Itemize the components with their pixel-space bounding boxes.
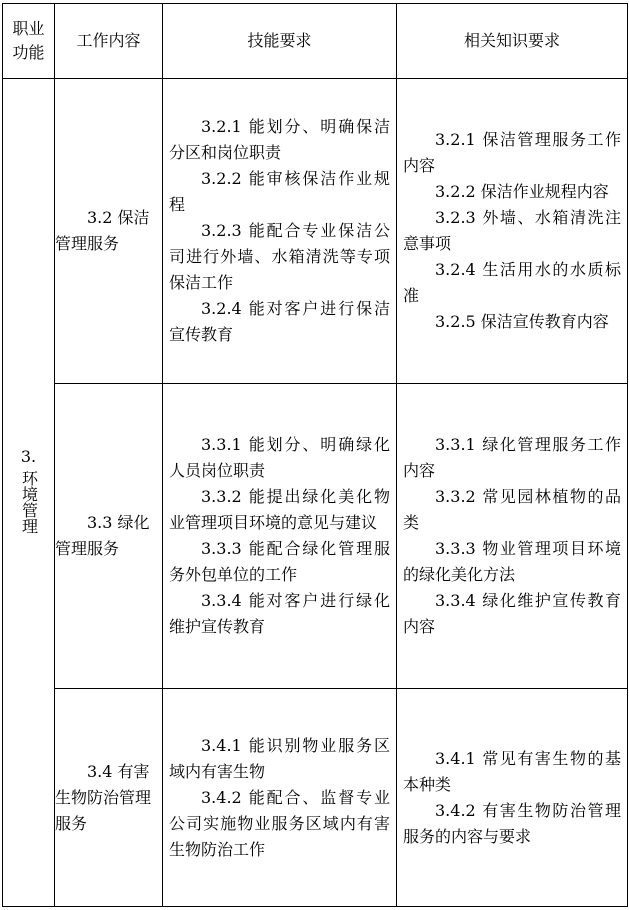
- skill-item: 3.3.4 能对客户进行绿化维护宣传教育: [169, 591, 390, 636]
- knowledge-cell: [397, 689, 628, 907]
- table-row: [3, 79, 628, 384]
- knowledge-item: 3.4.1 常见有害生物的基本种类: [403, 748, 621, 794]
- skill-item: 3.3.1 能划分、明确绿化人员岗位职责: [169, 435, 390, 480]
- function-cell: [3, 79, 55, 907]
- knowledge-item: 3.2.4 生活用水的水质标准: [403, 260, 621, 305]
- skill-item: 3.2.3 能配合专业保洁公司进行外墙、水箱清洗等专项保洁工作: [169, 221, 390, 292]
- knowledge-item: 3.2.2 保洁作业规程内容: [435, 182, 609, 201]
- skill-item: 3.2.1 能划分、明确保洁分区和岗位职责: [169, 117, 390, 162]
- skills-cell: [163, 689, 397, 907]
- skill-item: 3.3.3 能配合绿化管理服务外包单位的工作: [169, 539, 390, 584]
- header-skills: 技能要求: [163, 4, 397, 79]
- content-cell: [55, 689, 163, 907]
- skills-cell: [163, 384, 397, 689]
- function-number: 3.: [20, 446, 37, 466]
- header-row: [3, 4, 628, 79]
- header-function: 职业功能: [3, 4, 55, 79]
- function-name: 环境管理: [19, 469, 39, 534]
- knowledge-item: 3.4.2 有害生物防治管理服务的内容与要求: [403, 800, 621, 846]
- content-cell: [55, 384, 163, 689]
- skill-item: 3.2.4 能对客户进行保洁宣传教育: [169, 299, 390, 344]
- skills-cell: [163, 79, 397, 384]
- content-cell: [55, 79, 163, 384]
- skill-item: 3.4.2 能配合、监督专业公司实施物业服务区域内有害生物防治工作: [169, 787, 390, 859]
- knowledge-item: 3.2.5 保洁宣传教育内容: [435, 312, 609, 331]
- knowledge-item: 3.2.3 外墙、水箱清洗注意事项: [403, 208, 621, 253]
- content-label: 3.3 绿化管理服务: [55, 513, 150, 558]
- content-label: 3.4 有害生物防治管理服务: [55, 761, 152, 833]
- competency-table: [2, 3, 628, 907]
- knowledge-item: 3.3.2 常见园林植物的品类: [403, 487, 621, 532]
- knowledge-cell: [397, 384, 628, 689]
- knowledge-item: 3.3.3 物业管理项目环境的绿化美化方法: [403, 539, 621, 584]
- knowledge-item: 3.3.4 绿化维护宣传教育内容: [403, 591, 621, 636]
- header-knowledge: 相关知识要求: [397, 4, 628, 79]
- knowledge-item: 3.3.1 绿化管理服务工作内容: [403, 435, 621, 480]
- knowledge-item: 3.2.1 保洁管理服务工作内容: [403, 130, 621, 175]
- table-row: [3, 384, 628, 689]
- skill-item: 3.4.1 能识别物业服务区域内有害生物: [169, 735, 390, 781]
- skill-item: 3.3.2 能提出绿化美化物业管理项目环境的意见与建议: [169, 487, 390, 532]
- skill-item: 3.2.2 能审核保洁作业规程: [169, 169, 390, 214]
- header-content: 工作内容: [55, 4, 163, 79]
- knowledge-cell: [397, 79, 628, 384]
- content-label: 3.2 保洁管理服务: [55, 208, 150, 253]
- table-row: [3, 689, 628, 907]
